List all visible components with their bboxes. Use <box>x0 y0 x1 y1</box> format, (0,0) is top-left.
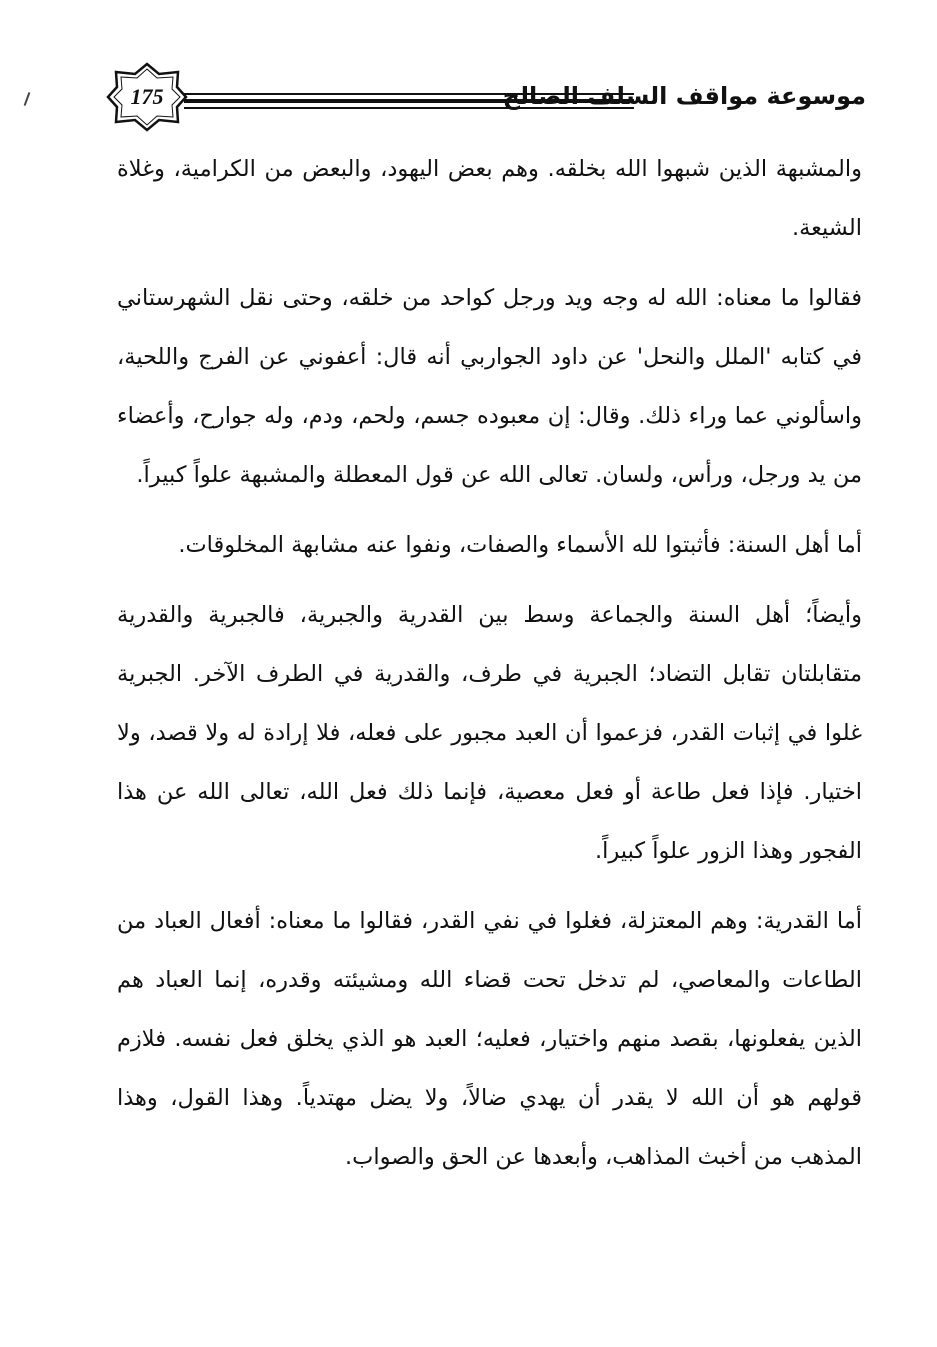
paragraph-shahrastani-quote: فقالوا ما معناه: الله له وجه ويد ورجل كواحد من خلقه، وحتى نقل الشهرستاني في كتابه 'الملل والنحل' عن داود الجواربي أنه قال: أعفوني عن الفرج واللحية، واسألوني عما وراء ذلك. وقال: إن معبوده جسم، ولحم، ودم، وله جوارح، وأعضاء من يد ورجل، ورأس، ولسان. تعالى الله عن قول المعطلة والمشبهة علواً كبيراً. <box>117 285 862 488</box>
paragraph-mushabbiha: والمشبهة الذين شبهوا الله بخلقه. وهم بعض اليهود، والبعض من الكرامية، وغلاة الشيعة. <box>117 156 862 241</box>
paragraph-qadariyya: أما القدرية: وهم المعتزلة، فغلوا في نفي القدر، فقالوا ما معناه: أفعال العباد من الطاعات والمعاصي، لم تدخل تحت قضاء الله ومشيئته وقدره، إنما العباد هم الذين يفعلونها، بقصد منهم واختيار، فعليه؛ العبد هو الذي يخلق فعل نفسه. فلازم قولهم هو أن الله لا يقدر أن يهدي ضالاً، ولا يضل مهتدياً. وهذا القول، وهذا المذهب من أخبث المذاهب، وأبعدها عن الحق والصواب. <box>117 908 862 1170</box>
body-text <box>117 140 862 1198</box>
page-number-badge <box>106 62 188 132</box>
paragraph-jabriyya: وأيضاً؛ أهل السنة والجماعة وسط بين القدرية والجبرية، فالجبرية والقدرية متقابلتان تقابل التضاد؛ الجبرية في طرف، والقدرية في الطرف الآخر. الجبرية غلوا في إثبات القدر، فزعموا أن العبد مجبور على فعله، فلا إرادة له ولا قصد، ولا اختيار. فإذا فعل طاعة أو فعل معصية، فإنما ذلك فعل الله، تعالى الله عن هذا الفجور وهذا الزور علواً كبيراً. <box>117 602 862 864</box>
page-header <box>106 62 866 132</box>
page-number: 175 <box>130 84 164 109</box>
margin-pencil-mark <box>24 92 31 106</box>
paragraph-ahl-al-sunnah: أما أهل السنة: فأثبتوا لله الأسماء والصفات، ونفوا عنه مشابهة المخلوقات. <box>178 532 862 558</box>
series-title: موسوعة مواقف السلف الصالح <box>502 82 866 110</box>
